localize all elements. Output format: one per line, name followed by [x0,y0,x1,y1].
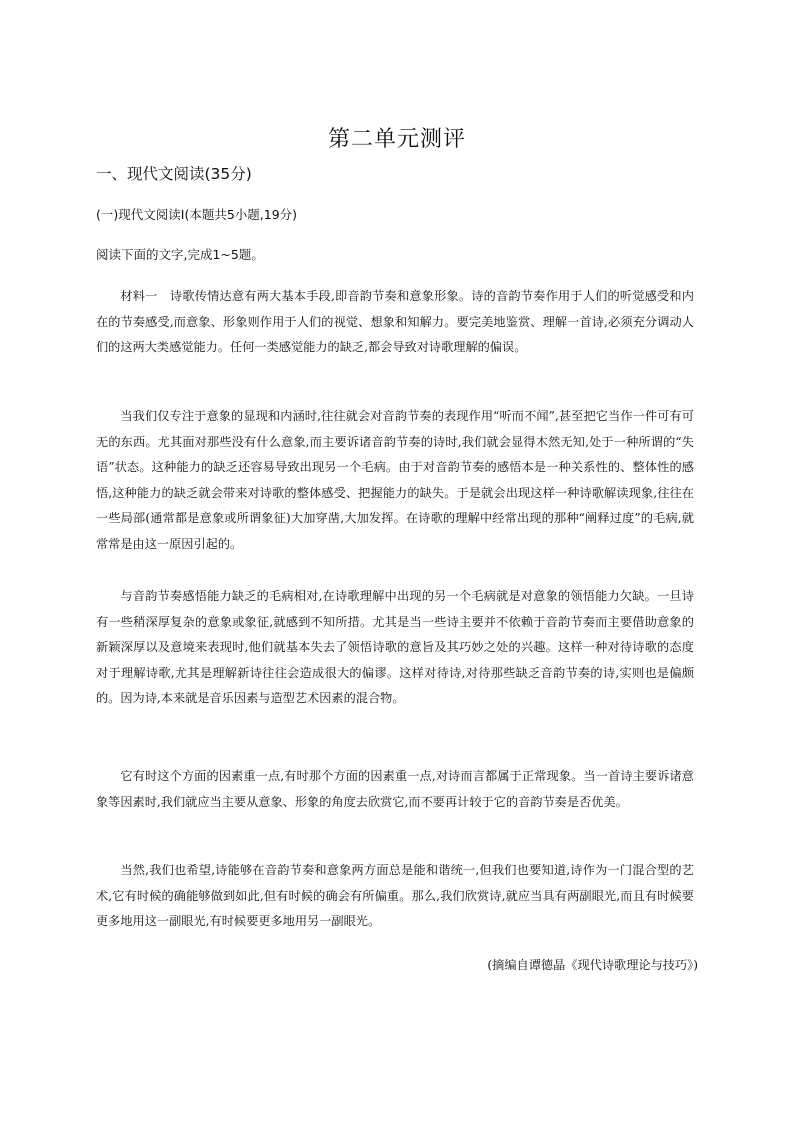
passage-paragraph-4: 它有时这个方面的因素重一点,有时那个方面的因素重一点,对诗而言都属于正常现象。当一首诗主要诉诸意象等因素时,我们就应当主要从意象、形象的角度去欣赏它,而不要再计较于它的音韵节奏是否优美。 [96,769,694,809]
reading-instruction: 阅读下面的文字,完成1~5题。 [96,247,264,262]
source-citation: (摘编自谭德晶《现代诗歌理论与技巧》) [487,958,698,972]
passage-paragraph-2: 当我们仅专注于意象的显现和内涵时,往往就会对音韵节奏的表现作用“听而不闻”,甚至把它当作一件可有可无的东西。尤其面对那些没有什么意象,而主要诉诸音韵节奏的诗时,我们就会显得木然无知,处于一种所谓的“失语”状态。这种能力的缺乏还容易导致出现另一个毛病。由于对音韵节奏的感悟本是一种关系性的、整体性的感悟,这种能力的缺乏就会带来对诗歌的整体感受、把握能力的缺失。于是就会出现这样一种诗歌解读现象,往往在一些局部(通常都是意象或所谓象征)大加穿凿,大加发挥。在诗歌的理解中经常出现的那种“阐释过度”的毛病,就常常是由这一原因引起的。 [96,409,694,551]
subsection-heading: (一)现代文阅读Ⅰ(本题共5小题,19分) [96,207,298,222]
passage-paragraph-5: 当然,我们也希望,诗能够在音韵节奏和意象两方面总是能和谐统一,但我们也要知道,诗作为一门混合型的艺术,它有时候的确能够做到如此,但有时候的确会有所偏重。那么,我们欣赏诗,就应当具有两副眼光,而且有时候要更多地用这一副眼光,有时候要更多地用另一副眼光。 [96,863,694,928]
passage-paragraph-1: 材料一 诗歌传情达意有两大基本手段,即音韵节奏和意象形象。诗的音韵节奏作用于人们的听觉感受和内在的节奏感受,而意象、形象则作用于人们的视觉、想象和知解力。要完美地鉴赏、理解一首诗,必须充分调动人们的这两大类感觉能力。任何一类感觉能力的缺乏,都会导致对诗歌理解的偏误。 [96,289,694,354]
passage-paragraph-3: 与音韵节奏感悟能力缺乏的毛病相对,在诗歌理解中出现的另一个毛病就是对意象的领悟能力欠缺。一旦诗有一些稍深厚复杂的意象或象征,就感到不知所措。尤其是当一些诗主要并不依赖于音韵节奏而主要借助意象的新颖深厚以及意境来表现时,他们就基本失去了领悟诗歌的意旨及其巧妙之处的兴趣。这样一种对待诗歌的态度对于理解诗歌,尤其是理解新诗往往会造成很大的偏谬。这样对待诗,对待那些缺乏音韵节奏的诗,实则也是偏颇的。因为诗,本来就是音乐因素与造型艺术因素的混合物。 [96,589,694,705]
section-heading: 一、现代文阅读(35分) [96,165,252,183]
page-title: 第二单元测评 [327,126,466,152]
